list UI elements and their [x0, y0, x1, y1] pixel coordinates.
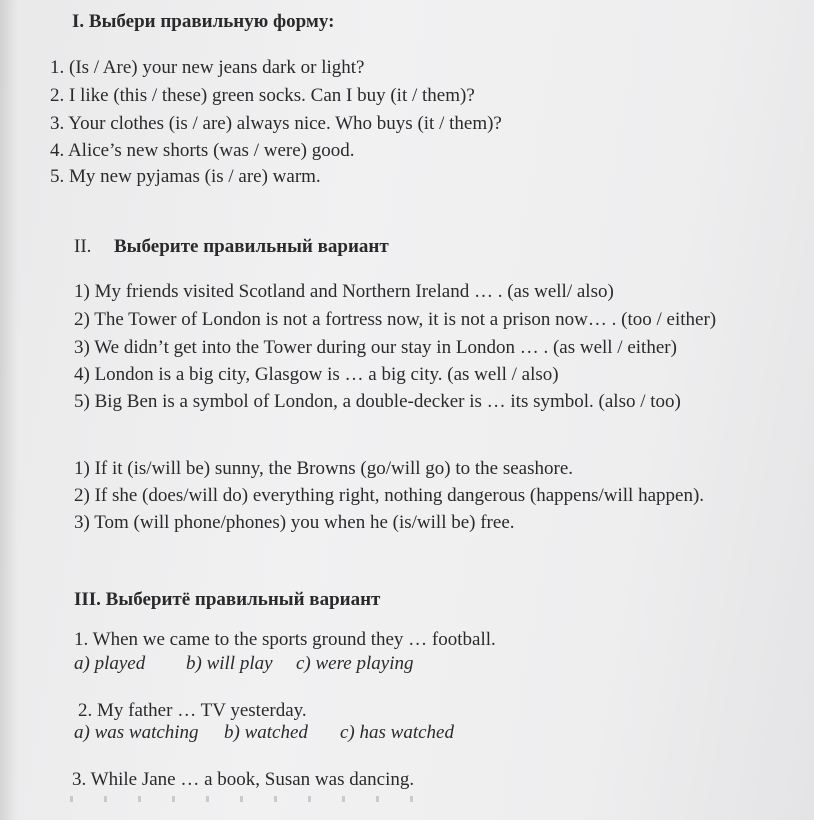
cut-off-text-fragment	[70, 796, 430, 802]
section3-question-1: 1. When we came to the sports ground they … football.	[74, 629, 496, 650]
section2-item-2: 2) The Tower of London is not a fortress now, it is not a prison now… . (too / either)	[74, 309, 717, 330]
section2-item-5: 5) Big Ben is a symbol of London, a double-decker is … its symbol. (also / too)	[74, 391, 681, 412]
section3-q1-option-b: b) will play	[186, 653, 273, 674]
page-edge-shadow	[0, 0, 18, 820]
section2b-item-1: 1) If it (is/will be) sunny, the Browns (go/will go) to the seashore.	[74, 458, 574, 479]
section1-heading: I. Выбери правильную форму:	[72, 11, 335, 32]
section3-question-2: 2. My father … TV yesterday.	[78, 700, 307, 721]
section3-heading: III. Выберитё правильный вариант	[74, 589, 381, 610]
section3-q2-option-c: c) has watched	[340, 722, 454, 743]
section1-item-3: 3. Your clothes (is / are) always nice. Who buys (it / them)?	[50, 113, 502, 134]
section2-item-4: 4) London is a big city, Glasgow is … a big city. (as well / also)	[74, 364, 559, 385]
section2-heading: Выберите правильный вариант	[114, 236, 389, 257]
section3-q1-option-a: a) played	[74, 653, 146, 674]
section1-item-2: 2. I like (this / these) green socks. Can I buy (it / them)?	[50, 85, 475, 106]
section3-q2-option-a: a) was watching	[74, 722, 199, 743]
section2b-item-2: 2) If she (does/will do) everything right, nothing dangerous (happens/will happen).	[74, 485, 705, 506]
section3-q1-option-c: c) were playing	[296, 653, 414, 674]
section2-heading-number: II.	[74, 236, 92, 257]
section2-item-1: 1) My friends visited Scotland and Northern Ireland … . (as well/ also)	[74, 281, 614, 302]
section2-item-3: 3) We didn’t get into the Tower during our stay in London … . (as well / either)	[74, 337, 677, 358]
section3-q2-option-b: b) watched	[224, 722, 308, 743]
section1-item-1: 1. (Is / Are) your new jeans dark or light?	[50, 57, 365, 78]
section1-item-4: 4. Alice’s new shorts (was / were) good.	[50, 140, 355, 161]
section3-question-3: 3. While Jane … a book, Susan was dancing.	[72, 769, 415, 790]
section2b-item-3: 3) Tom (will phone/phones) you when he (is/will be) free.	[74, 512, 515, 533]
section1-item-5: 5. My new pyjamas (is / are) warm.	[50, 166, 321, 187]
